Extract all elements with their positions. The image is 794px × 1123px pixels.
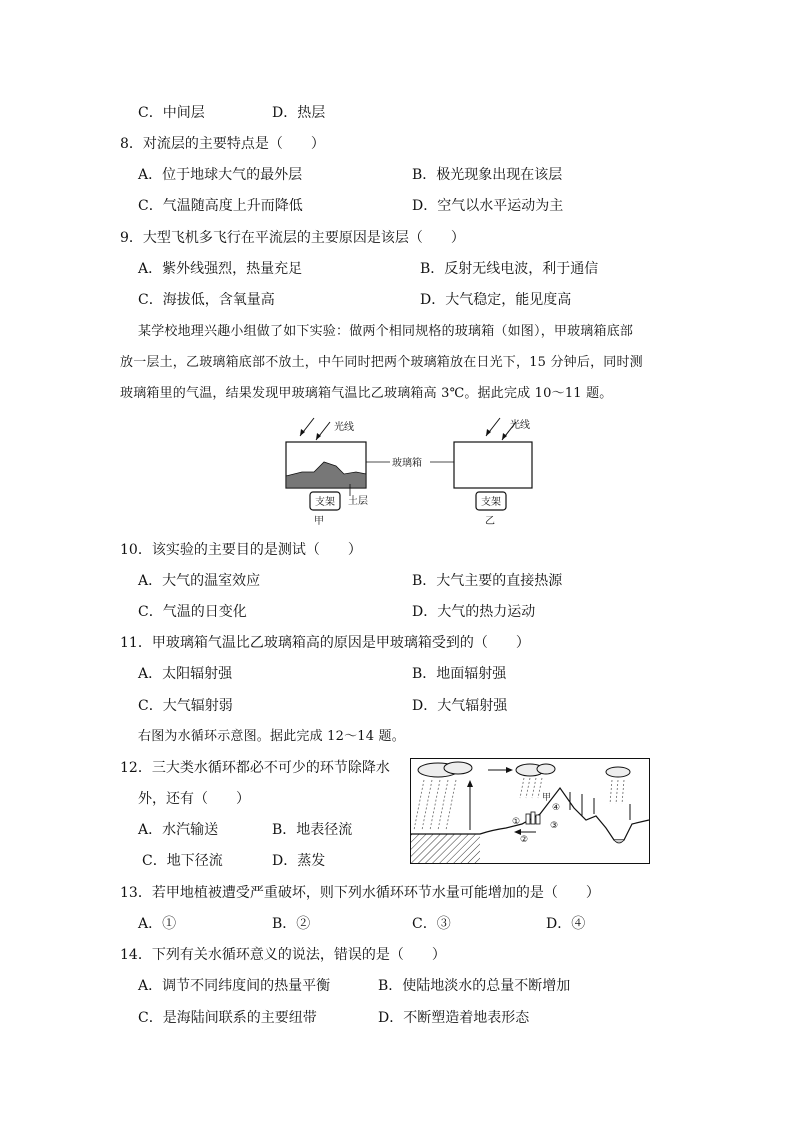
water-cycle-figure xyxy=(410,758,650,864)
question-14: 14．下列有关水循环意义的说法，错误的是（ ） xyxy=(120,947,446,963)
intro-paragraph-line-1: 某学校地理兴趣小组做了如下实验：做两个相同规格的玻璃箱（如图），甲玻璃箱底部 xyxy=(138,324,634,339)
light-label-yi: 光线 xyxy=(510,420,530,431)
box-label-jia: 甲 xyxy=(314,516,324,527)
intro-water-cycle: 右图为水循环示意图。据此完成 12～14 题。 xyxy=(138,729,405,744)
q12-option-a: A．水汽输送 xyxy=(138,822,219,838)
q7-option-c: C．中间层 xyxy=(138,105,205,121)
soil-label: 土层 xyxy=(348,496,368,507)
q11-option-d: D．大气辐射强 xyxy=(412,698,508,714)
q8-option-a: A．位于地球大气的最外层 xyxy=(138,167,303,183)
q12-option-c: C．地下径流 xyxy=(142,853,223,869)
cloud-land-2 xyxy=(537,764,555,774)
q12-option-b: B．地表径流 xyxy=(272,822,353,838)
cloud-inland xyxy=(606,767,630,777)
q8-option-d: D．空气以水平运动为主 xyxy=(412,198,564,214)
q14-option-c: C．是海陆间联系的主要纽带 xyxy=(138,1010,317,1026)
stand-label-jia: 支架 xyxy=(315,497,335,508)
q11-option-c: C．大气辐射弱 xyxy=(138,698,233,714)
q9-option-d: D．大气稳定，能见度高 xyxy=(420,292,572,308)
question-13: 13．若甲地植被遭受严重破坏，则下列水循环环节水量可能增加的是（ ） xyxy=(120,885,600,901)
glass-box-experiment-figure xyxy=(280,414,550,528)
cloud-ocean-2 xyxy=(444,762,472,774)
q10-option-b: B．大气主要的直接热源 xyxy=(412,573,563,589)
q9-option-b: B．反射无线电波，利于通信 xyxy=(420,261,599,277)
question-10: 10．该实验的主要目的是测试（ ） xyxy=(120,542,362,558)
q14-option-d: D．不断塑造着地表形态 xyxy=(378,1010,530,1026)
q12-option-d: D．蒸发 xyxy=(272,853,326,869)
q14-option-a: A．调节不同纬度间的热量平衡 xyxy=(138,978,331,994)
q13-option-d: D．④ xyxy=(546,916,586,932)
q10-option-a: A．大气的温室效应 xyxy=(138,573,261,589)
label-2: ② xyxy=(520,835,529,845)
box-label-yi: 乙 xyxy=(485,516,495,527)
question-11: 11．甲玻璃箱气温比乙玻璃箱高的原因是甲玻璃箱受到的（ ） xyxy=(120,635,530,651)
stand-label-yi: 支架 xyxy=(481,497,501,508)
q8-option-b: B．极光现象出现在该层 xyxy=(412,167,563,183)
intro-paragraph-line-3: 玻璃箱里的气温，结果发现甲玻璃箱气温比乙玻璃箱高 3℃。据此完成 10～11 题。 xyxy=(120,386,613,401)
question-12-line-2: 外，还有（ ） xyxy=(138,791,250,807)
label-3: ③ xyxy=(550,821,559,831)
q9-option-c: C．海拔低，含氧量高 xyxy=(138,292,275,308)
question-9: 9．大型飞机多飞行在平流层的主要原因是该层（ ） xyxy=(120,230,465,246)
q10-option-c: C．气温的日变化 xyxy=(138,604,247,620)
q13-option-a: A．① xyxy=(138,916,177,932)
glass-box-label: 玻璃箱 xyxy=(392,458,422,469)
label-4: ④ xyxy=(552,803,561,813)
light-label-jia: 光线 xyxy=(334,422,354,433)
question-12-line-1: 12．三大类水循环都必不可少的环节除降水 xyxy=(120,760,390,776)
q8-option-c: C．气温随高度上升而降低 xyxy=(138,198,303,214)
question-8: 8．对流层的主要特点是（ ） xyxy=(120,136,325,152)
q9-option-a: A．紫外线强烈，热量充足 xyxy=(138,261,303,277)
glass-box-yi xyxy=(454,442,532,488)
q7-option-d: D．热层 xyxy=(272,105,326,121)
q14-option-b: B．使陆地淡水的总量不断增加 xyxy=(378,978,571,994)
intro-paragraph-line-2: 放一层土，乙玻璃箱底部不放土，中午同时把两个玻璃箱放在日光下，15 分钟后，同时测 xyxy=(120,355,643,370)
q10-option-d: D．大气的热力运动 xyxy=(412,604,536,620)
q11-option-b: B．地面辐射强 xyxy=(412,666,507,682)
q13-option-b: B．② xyxy=(272,916,311,932)
label-1: ① xyxy=(512,817,521,827)
q11-option-a: A．太阳辐射强 xyxy=(138,666,233,682)
q13-option-c: C．③ xyxy=(412,916,451,932)
label-jia: 甲 xyxy=(542,793,552,803)
ocean xyxy=(411,834,480,863)
